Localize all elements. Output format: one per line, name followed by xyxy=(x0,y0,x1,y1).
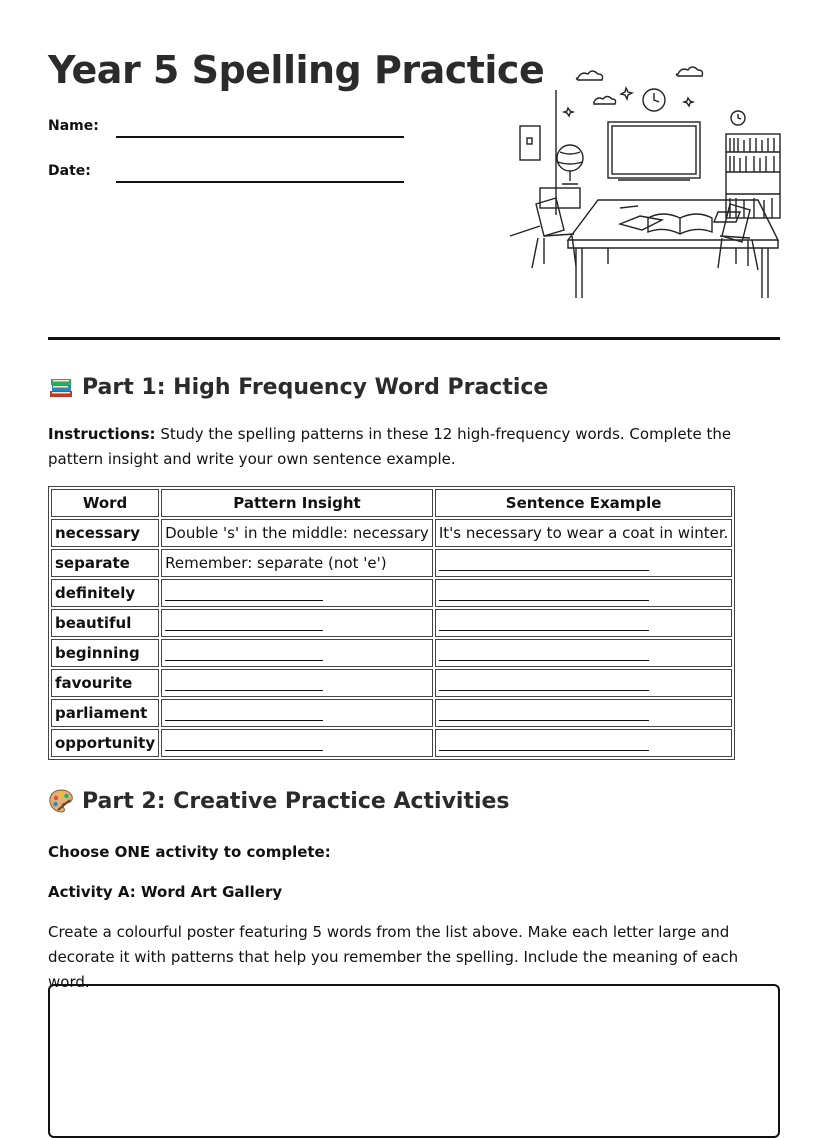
sentence-blank[interactable] xyxy=(439,614,649,631)
word-cell: parliament xyxy=(51,699,159,727)
insight-blank[interactable] xyxy=(165,614,323,631)
date-label: Date: xyxy=(48,163,91,179)
part2-heading-text: Part 2: Creative Practice Activities xyxy=(82,788,510,814)
instructions xyxy=(48,422,776,472)
instructions-text: Study the spelling patterns in these 12 high-frequency words. Complete the pattern insight and write your own sentence example. xyxy=(48,425,732,468)
sentence-blank[interactable] xyxy=(439,704,649,721)
word-cell: beautiful xyxy=(51,609,159,637)
insight-blank[interactable] xyxy=(165,704,323,721)
table-row xyxy=(51,639,732,667)
books-icon xyxy=(48,374,74,400)
choose-activity-text: Choose ONE activity to complete: xyxy=(48,843,331,861)
table-row xyxy=(51,609,732,637)
table-row xyxy=(51,729,732,757)
sentence-cell[interactable] xyxy=(435,639,733,667)
date-line[interactable] xyxy=(116,181,404,183)
insight-cell[interactable] xyxy=(161,669,433,697)
sentence-cell: It's necessary to wear a coat in winter. xyxy=(435,519,733,547)
word-table xyxy=(48,486,735,760)
table-row xyxy=(51,549,732,577)
insight-cell[interactable] xyxy=(161,609,433,637)
name-field xyxy=(48,118,99,134)
insight-blank[interactable] xyxy=(165,674,323,691)
insight-cell: Double 's' in the middle: necessary xyxy=(161,519,433,547)
word-cell: opportunity xyxy=(51,729,159,757)
sentence-cell[interactable] xyxy=(435,549,733,577)
sentence-blank[interactable] xyxy=(439,734,649,751)
insight-blank[interactable] xyxy=(165,734,323,751)
sentence-cell[interactable] xyxy=(435,579,733,607)
page-title: Year 5 Spelling Practice xyxy=(48,48,545,92)
sentence-blank[interactable] xyxy=(439,584,649,601)
instructions-label: Instructions: xyxy=(48,425,156,443)
classroom-illustration xyxy=(508,60,783,305)
header-word: Word xyxy=(51,489,159,517)
part1-heading-text: Part 1: High Frequency Word Practice xyxy=(82,374,549,400)
table-row xyxy=(51,699,732,727)
insight-cell[interactable] xyxy=(161,579,433,607)
word-cell: favourite xyxy=(51,669,159,697)
table-row xyxy=(51,519,732,547)
table-header-row xyxy=(51,489,732,517)
sentence-cell[interactable] xyxy=(435,669,733,697)
sentence-blank[interactable] xyxy=(439,674,649,691)
date-field xyxy=(48,163,91,179)
name-label: Name: xyxy=(48,118,99,134)
activity-answer-box[interactable] xyxy=(48,984,780,1138)
insight-blank[interactable] xyxy=(165,644,323,661)
activity-a-title: Activity A: Word Art Gallery xyxy=(48,883,283,901)
sentence-cell[interactable] xyxy=(435,609,733,637)
insight-cell[interactable] xyxy=(161,699,433,727)
sentence-blank[interactable] xyxy=(439,554,649,571)
part1-heading xyxy=(48,374,548,400)
palette-icon xyxy=(48,788,74,814)
table-row xyxy=(51,579,732,607)
activity-a-description: Create a colourful poster featuring 5 words from the list above. Make each letter large and decorate it with patterns that help you remember the spelling. Include the meaning of each word. xyxy=(48,923,739,991)
header-pattern-insight: Pattern Insight xyxy=(161,489,433,517)
table-row xyxy=(51,669,732,697)
sentence-cell[interactable] xyxy=(435,699,733,727)
insight-cell[interactable] xyxy=(161,639,433,667)
name-line[interactable] xyxy=(116,136,404,138)
header-divider xyxy=(48,337,780,340)
sentence-cell[interactable] xyxy=(435,729,733,757)
word-cell: beginning xyxy=(51,639,159,667)
insight-cell: Remember: separate (not 'e') xyxy=(161,549,433,577)
header-sentence-example: Sentence Example xyxy=(435,489,733,517)
word-cell: definitely xyxy=(51,579,159,607)
insight-cell[interactable] xyxy=(161,729,433,757)
word-cell: necessary xyxy=(51,519,159,547)
sentence-blank[interactable] xyxy=(439,644,649,661)
insight-blank[interactable] xyxy=(165,584,323,601)
part2-heading xyxy=(48,788,510,814)
word-cell: separate xyxy=(51,549,159,577)
